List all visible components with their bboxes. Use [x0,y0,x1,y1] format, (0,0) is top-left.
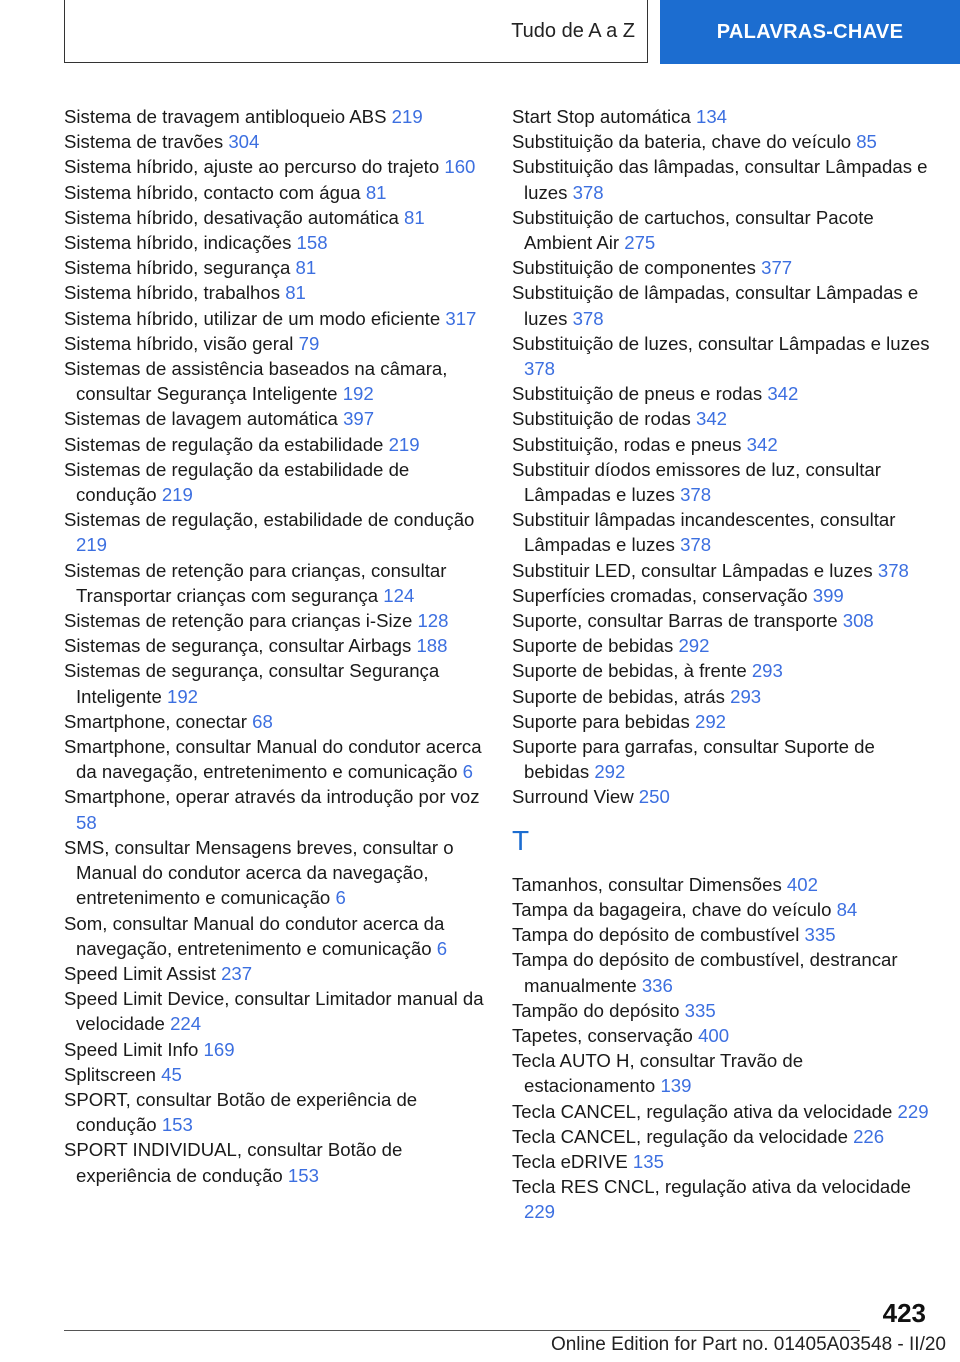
index-entry-text: SPORT INDIVIDUAL, consultar Botão de experiência de condução [64,1139,403,1186]
index-entry [512,457,932,507]
index-group-s [512,104,932,810]
index-entry [64,180,484,205]
index-entry [64,658,484,708]
index-group-t [512,872,932,1225]
index-entry [512,129,932,154]
index-entry-page-link[interactable]: 85 [856,131,877,153]
index-entry-page-link[interactable]: 229 [897,1100,929,1122]
index-entry [512,872,932,897]
index-entry-page-link[interactable]: 68 [252,710,273,732]
index-entry-page-link[interactable]: 81 [295,257,317,279]
index-entry-text: Sistema de travões [64,131,224,153]
index-entry-page-link[interactable]: 6 [335,887,346,909]
index-entry [64,406,484,431]
index-entry-page-link[interactable]: 402 [786,873,818,895]
index-entry-text: Tamanhos, consultar Dimensões [512,873,782,895]
index-entry [64,558,484,608]
index-entry [512,734,932,784]
index-entry-text: Sistema híbrido, desativação automática [64,206,399,228]
index-entry-text: Sistema híbrido, segurança [64,257,291,279]
index-entry [64,104,484,129]
index-entry [512,709,932,734]
index-entry [512,947,932,997]
index-entry [64,356,484,406]
index-entry [64,961,484,986]
tab-keywords-label: PALAVRAS-CHAVE [716,20,904,43]
index-entry-page-link[interactable]: 128 [417,610,449,632]
index-entry-page-link[interactable]: 153 [161,1114,193,1136]
index-entry-page-link[interactable]: 400 [698,1024,730,1046]
index-entry-text: Substituição de cartuchos, consultar Pacote Ambient Air [512,206,874,254]
index-entry [512,432,932,457]
index-entry-text: Suporte de bebidas, atrás [512,685,725,707]
index-entry-text: Som, consultar Manual do condutor acerca da navegação, entretenimento e comunicação [64,912,445,959]
index-entry [64,205,484,230]
index-entry-text: Tecla RES CNCL, regulação ativa da velocidade [512,1176,911,1198]
index-entry [512,331,932,381]
index-entry-text: Sistemas de regulação da estabilidade [64,433,384,455]
index-entry [64,734,484,784]
index-entry-text: Sistemas de segurança, consultar Airbags [64,635,412,657]
index-entry [512,1099,932,1124]
index-entry-page-link[interactable]: 153 [287,1164,319,1186]
index-entry-page-link[interactable]: 342 [696,408,728,430]
index-entry-text: Suporte para garrafas, consultar Suporte de bebidas [512,736,875,783]
index-entry-text: Substituição da bateria, chave do veículo [512,131,852,153]
index-entry-page-link[interactable]: 81 [404,206,425,228]
index-entry-page-link[interactable]: 160 [444,156,476,178]
index-entry-page-link[interactable]: 219 [161,484,193,506]
index-entry [64,331,484,356]
index-entry-text: Substituição de pneus e rodas [512,383,763,405]
index-entry-page-link[interactable]: 336 [641,974,673,996]
index-entry-page-link[interactable]: 275 [624,232,656,254]
index-entry [512,280,932,330]
index-entry [512,1174,932,1224]
index-entry-page-link[interactable]: 293 [730,685,762,707]
index-entry-page-link[interactable]: 237 [221,962,253,984]
index-entry [64,154,484,179]
index-entry-text: Substituir díodos emissores de luz, consultar Lâmpadas e luzes [512,458,881,506]
index-entry [512,507,932,557]
footer-divider [64,1330,860,1331]
index-entry [64,507,484,557]
index-entry-page-link[interactable]: 292 [694,710,727,732]
index-entry [512,897,932,922]
index-entry [64,1062,484,1087]
index-entry-text: Sistema híbrido, utilizar de um modo eficiente [64,307,441,329]
index-entry-text: Tampão do depósito [512,999,680,1021]
index-entry-text: Suporte, consultar Barras de transporte [512,610,838,632]
index-entry-text: Tampa da bagageira, chave do veículo [512,898,832,920]
index-entry-page-link[interactable]: 378 [524,358,556,380]
index-entry-text: Sistemas de retenção para crianças i-Size [64,610,413,632]
index-entry-page-link[interactable]: 378 [680,534,712,556]
index-entry-page-link[interactable]: 342 [767,383,799,405]
index-entry-text: Tampa do depósito de combustível, destrancar manualmente [512,949,898,996]
footer-edition: Online Edition for Part no. 01405A03548 - II/20 [550,1334,946,1355]
index-entry [64,432,484,457]
index-entry-text: Sistema híbrido, indicações [64,232,292,254]
index-entry [64,986,484,1036]
index-entry-page-link[interactable]: 378 [877,559,909,581]
index-entry-text: Sistemas de segurança, consultar Segurança Inteligente [64,660,440,707]
index-entry-page-link[interactable]: 84 [836,898,858,920]
index-entry-text: Sistemas de lavagem automática [64,408,338,430]
index-entry-text: SPORT, consultar Botão de experiência de condução [64,1088,418,1136]
index-entry [512,1023,932,1048]
index-entry-text: Smartphone, operar através da introdução por voz [64,786,480,808]
index-entry [64,835,484,911]
index-entry-page-link[interactable]: 139 [660,1075,692,1097]
index-entry-page-link[interactable]: 169 [203,1038,235,1060]
index-entry-text: Sistemas de retenção para crianças, consultar Transportar crianças com segurança [64,559,447,606]
index-entry [512,998,932,1023]
index-entry [512,1149,932,1174]
index-entry-page-link[interactable]: 79 [298,332,320,354]
index-entry [64,633,484,658]
index-entry-page-link[interactable]: 317 [445,307,477,329]
index-entry-text: Substituição de luzes, consultar Lâmpadas e luzes [512,332,930,354]
index-entry-text: Tapetes, conservação [512,1024,693,1046]
index-entry-page-link[interactable]: 81 [365,181,387,203]
header [64,0,960,64]
index-entry-page-link[interactable]: 192 [166,685,199,707]
index-entry-page-link[interactable]: 399 [812,584,844,606]
index-entry [64,306,484,331]
index-entry-page-link[interactable]: 134 [695,106,728,127]
index-entry [512,255,932,280]
index-entry-text: Sistemas de regulação, estabilidade de condução [64,509,475,531]
tab-a-to-z-label: Tudo de A a Z [511,19,635,42]
index-entry-text: Tampa do depósito de combustível [512,924,800,946]
index-entry-text: Suporte de bebidas [512,635,674,657]
index-entry [512,583,932,608]
index-entry-text: SMS, consultar Mensagens breves, consultar o Manual do condutor acerca da navegação, entretenimento e comunicação [64,836,454,909]
index-entry [64,1137,484,1187]
index-entry [512,633,932,658]
tab-keywords[interactable] [660,0,960,64]
index-entry-page-link[interactable]: 377 [761,257,793,279]
index-entry-text: Sistemas de assistência baseados na câmara, consultar Segurança Inteligente [64,358,448,405]
index-entry [64,1087,484,1137]
index-entry-text: Substituição de componentes [512,257,756,279]
index-entry-page-link[interactable]: 292 [594,761,626,783]
index-entry-page-link[interactable]: 158 [296,232,328,254]
tab-a-to-z[interactable] [64,0,648,63]
index-entry-text: Substituir LED, consultar Lâmpadas e luzes [512,559,873,581]
index-entry-text: Start Stop automática [512,106,691,127]
index-entry-text: Substituição de rodas [512,408,691,430]
index-entry-page-link[interactable]: 378 [572,307,604,329]
index-entry-text: Smartphone, consultar Manual do condutor acerca da navegação, entretenimento e comunicação [64,736,482,783]
index-entry [512,406,932,431]
index-entry [64,129,484,154]
page-number: 423 [882,1298,926,1328]
index-entry-text: Tecla CANCEL, regulação da velocidade [512,1125,848,1147]
index-entry-page-link[interactable]: 219 [76,534,108,556]
index-entry-text: Sistema híbrido, ajuste ao percurso do trajeto [64,156,440,178]
index-entry-text: Smartphone, conectar [64,710,247,732]
index-entry-text: Suporte de bebidas, à frente [512,660,747,682]
index-entry [512,154,932,204]
index-entry [64,230,484,255]
index-entry-page-link[interactable]: 397 [343,408,375,430]
index-entry-page-link[interactable]: 293 [751,660,783,682]
index-entry-text: Speed Limit Info [64,1038,199,1060]
index-entry-page-link[interactable]: 378 [680,484,712,506]
index-entry [512,558,932,583]
index-entry-page-link[interactable]: 250 [638,786,670,808]
index-entry-text: Sistema de travagem antibloqueio ABS [64,106,387,127]
index-entry-page-link[interactable]: 226 [853,1125,885,1147]
index-entry [64,784,484,834]
index-entry [512,205,932,255]
index-entry-page-link[interactable]: 124 [383,584,415,606]
index-entry [64,457,484,507]
index-entry [512,658,932,683]
index-entry-page-link[interactable]: 219 [391,106,423,127]
index-entry-page-link[interactable]: 342 [746,433,778,455]
index-entry-page-link[interactable]: 192 [342,383,374,405]
index-entry-page-link[interactable]: 378 [572,181,604,203]
index-entry-page-link[interactable]: 308 [842,610,874,632]
index-entry [64,608,484,633]
index-entry [512,608,932,633]
index-entry [64,280,484,305]
index-entry [64,255,484,280]
index-entry [512,381,932,406]
index-entry [512,1124,932,1149]
index-entry-page-link[interactable]: 135 [632,1150,664,1172]
index-entry-page-link[interactable]: 335 [804,924,836,946]
index-entry-text: Speed Limit Device, consultar Limitador manual da velocidade [64,988,484,1035]
index-entry-text: Sistema híbrido, contacto com água [64,181,361,203]
index-entry-page-link[interactable]: 229 [524,1201,556,1223]
index-entry-page-link[interactable]: 335 [684,999,716,1021]
index-entry-page-link[interactable]: 219 [388,433,420,455]
index-entry-text: Superfícies cromadas, conservação [512,584,808,606]
index-entry-text: Speed Limit Assist [64,962,216,984]
index-entry-text: Splitscreen [64,1063,156,1085]
index-entry-page-link[interactable]: 188 [416,635,448,657]
index-entry-text: Substituição das lâmpadas, consultar Lâmpadas e luzes [512,156,928,203]
index-column-right [512,104,932,1225]
index-entry [64,709,484,734]
index-entry-text: Sistema híbrido, trabalhos [64,282,281,304]
index-entry-page-link[interactable]: 224 [170,1013,202,1035]
index-entry-text: Tecla AUTO H, consultar Travão de estacionamento [512,1050,804,1097]
index-entry [64,1037,484,1062]
index-entry [64,911,484,961]
index-entry-page-link[interactable]: 292 [678,635,710,657]
index-entry-text: Tecla CANCEL, regulação ativa da velocidade [512,1100,893,1122]
index-entry [512,922,932,947]
index-entry-text: Sistema híbrido, visão geral [64,332,294,354]
index-entry-text: Substituir lâmpadas incandescentes, consultar Lâmpadas e luzes [512,509,896,556]
index-entry-text: Suporte para bebidas [512,710,690,732]
index-entry-page-link[interactable]: 6 [462,761,473,783]
index-entry [512,1048,932,1098]
index-entry-page-link[interactable]: 81 [285,282,306,304]
index-entry-page-link[interactable]: 58 [76,811,97,833]
index-entry-page-link[interactable]: 304 [228,131,260,153]
index-entry-text: Substituição de lâmpadas, consultar Lâmpadas e luzes [512,282,919,329]
index-entry-text: Sistemas de regulação da estabilidade de condução [64,458,410,506]
index-entry-page-link[interactable]: 6 [436,937,448,959]
index-entry-text: Surround View [512,786,634,808]
index-entry-text: Tecla eDRIVE [512,1150,628,1172]
index-entry [512,104,932,129]
index-entry [512,784,932,809]
index-entry-page-link[interactable]: 45 [161,1063,182,1085]
section-letter: T [512,824,530,856]
index-entry [512,684,932,709]
index-column-left [64,104,484,1188]
index-entry-text: Substituição, rodas e pneus [512,433,742,455]
